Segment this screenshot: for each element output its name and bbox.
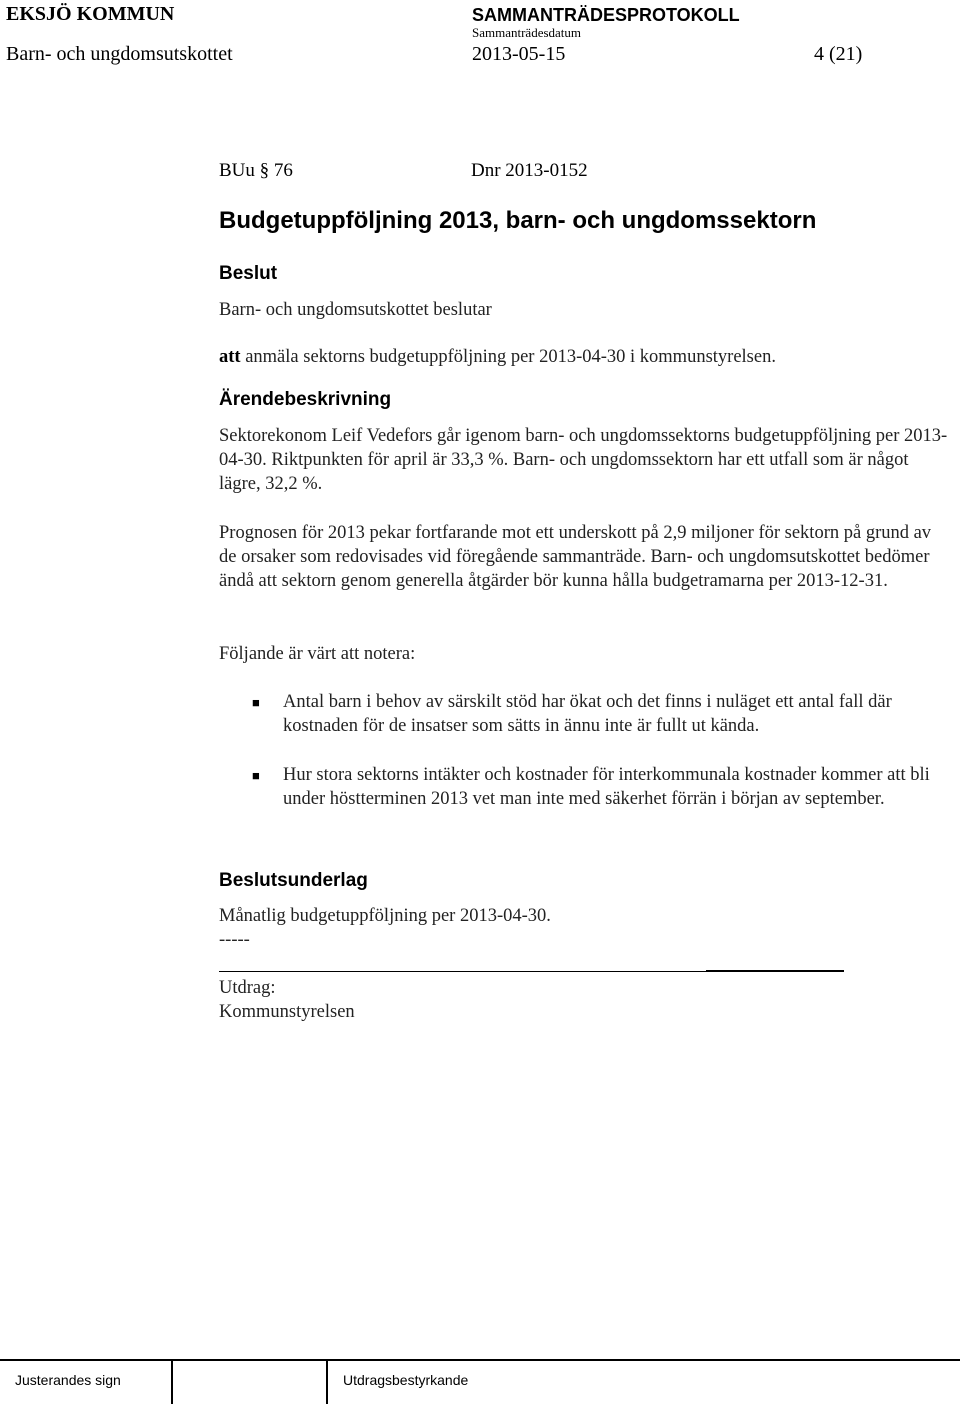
divider <box>171 1359 173 1404</box>
paragraph-number: BUu § 76 <box>219 160 293 181</box>
page-number: 4 (21) <box>814 43 863 65</box>
organization-name: EKSJÖ KOMMUN <box>6 3 175 25</box>
footer <box>0 1359 960 1404</box>
square-bullet-icon: ■ <box>252 695 260 710</box>
divider <box>706 970 844 972</box>
beslutsunderlag-text: Månatlig budgetuppföljning per 2013-04-30. <box>219 906 551 926</box>
beslut-decision <box>219 345 949 369</box>
justerandes-sign-label: Justerandes sign <box>15 1372 121 1388</box>
divider <box>326 1359 328 1404</box>
meeting-date: 2013-05-15 <box>472 43 566 65</box>
heading-arendebeskrivning: Ärendebeskrivning <box>219 389 392 410</box>
divider <box>219 971 706 972</box>
page-title: Budgetuppföljning 2013, barn- och ungdomssektorn <box>219 207 817 234</box>
arende-paragraph-2: Prognosen för 2013 pekar fortfarande mot ett underskott på 2,9 miljoner för sektorn på grund av de orsaker som redovisades vid föregående sammanträde. Barn- och ungdomsutskottet bedömer ändå att sektorn genom generella åtgärder bör kunna hålla budgetramarna per 2013-12-31. <box>219 523 932 591</box>
heading-beslutsunderlag: Beslutsunderlag <box>219 870 368 891</box>
list-item: Hur stora sektorns intäkter och kostnader för interkommunala kostnader kommer att bli under höstterminen 2013 vet man inte med säkerhet förrän i början av september. <box>283 765 930 809</box>
list-item: Antal barn i behov av särskilt stöd har ökat och det finns i nuläget ett antal fall där kostnaden för de insatser som sätts in ännu inte är fullt ut kända. <box>283 692 892 736</box>
divider <box>0 1359 960 1361</box>
beslut-intro: Barn- och ungdomsutskottet beslutar <box>219 300 492 320</box>
diary-number: Dnr 2013-0152 <box>471 160 588 181</box>
utdrag-label: Utdrag: <box>219 978 276 998</box>
separator-dashes: ----- <box>219 930 250 950</box>
utdragsbestyrkande-label: Utdragsbestyrkande <box>343 1372 469 1388</box>
utdrag-recipient: Kommunstyrelsen <box>219 1002 355 1022</box>
square-bullet-icon: ■ <box>252 768 260 783</box>
document-type: SAMMANTRÄDESPROTOKOLL <box>472 5 740 25</box>
committee-name: Barn- och ungdomsutskottet <box>6 43 233 65</box>
heading-beslut: Beslut <box>219 263 278 284</box>
meeting-date-label: Sammanträdesdatum <box>472 25 582 40</box>
decision-text: anmäla sektorns budgetuppföljning per 2013-04-30 i kommunstyrelsen. <box>240 347 776 367</box>
arende-paragraph-1: Sektorekonom Leif Vedefors går igenom barn- och ungdomssektorns budgetuppföljning per 2013-04-30. Riktpunkten för april är 33,3 %. Barn- och ungdomssektorn har ett utfall som är något lägre, 32,2 %. <box>219 426 948 494</box>
att-keyword: att <box>219 347 241 367</box>
arende-paragraph-3: Följande är värt att notera: <box>219 644 416 664</box>
